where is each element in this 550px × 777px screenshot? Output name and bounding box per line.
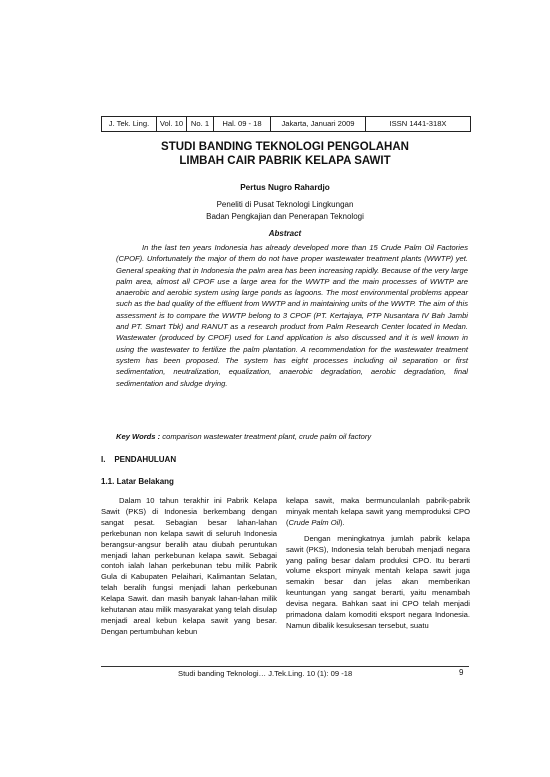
author-affiliation [100,199,470,222]
paper-title-line-1: STUDI BANDING TEKNOLOGI PENGOLAHAN [161,141,409,153]
body-paragraph: Dengan meningkatnya jumlah pabrik kelapa sawit (PKS), Indonesia telah berubah menjadi negara yang paling besar dalam produksi CPO. Itu berarti volume eksport minyak mentah kelapa sawit juga semakin besar dan jelas akan memberikan keuntungan yang sangat berarti, yaitu menambah devisa negara. Bahkan saat ini CPO telah menjadi primadona dalam komoditi eksport negara Indonesia. Namun dibalik kesuksesan tersebut, suatu [286,533,470,630]
paper-title-line-2: LIMBAH CAIR PABRIK KELAPA SAWIT [179,155,391,167]
running-footer: Studi banding Teknologi… J.Tek.Ling. 10 (1): 09 -18 [178,669,353,678]
abstract-heading: Abstract [268,229,302,238]
body-paragraph: Dalam 10 tahun terakhir ini Pabrik Kelapa Sawit (PKS) di Indonesia berkembang dengan sangat pesat. Sebagian besar lahan-lahan perkebunan non kelapa sawit di seluruh Indonesia berangsur-angsur beralih atau diubah peruntukan menjadi lahan perkebunan kelapa sawit. Sebagai contoh ialah lahan perkebunan tebu milik Pabrik Gula di Kabupaten Pelaihari, Kalimantan Selatan, telah beralih fungsi menjadi lahan perkebunan Kelapa Sawit. dan masih banyak lahan-lahan milik kehutanan atau milik masyarakat yang telah disulap menjadi areal kebun kelapa sawit yang besar. Dengan pertumbuhan kebun [101,496,277,636]
journal-name: J. Tek. Ling. [102,117,157,131]
footer-rule [101,666,469,667]
journal-issn: ISSN 1441-318X [389,119,447,128]
journal-date: Jakarta, Januari 2009 [271,117,366,131]
body-column-left [101,496,277,643]
abstract-text: In the last ten years Indonesia has already developed more than 15 Crude Palm Oil Factories (CPOF). Unfortunately the major of them do not have proper wastewater treatment plants (WWTP) yet. General speaking that in Indonesia the palm area has been increasing rapidly. Because of the very large palm area, almost all CPOF use a large area for the WWTP and the main processes of WWTP are anaerobic and aerobic system using large ponds as lagoons. The most environmental problems appear such as the bad quality of the effluent from WWTP and in maintaining units of the WWTP. The aim of this assessment is to compare the WWTP belong to 3 CPOF (PT. Kertajaya, PTP Nusantara IV Bah Jambi and PT. Smart Tbk) and RANUT as a research product from Palm Research Center located in Medan. Wastewater (produced by CPOF) used for Land application is also discussed and it is well known in using the wastewater to fertilize the palm plantation. A recommendation for the wastewater treatment system has been proposed. The system has eight processes including oil separation or first sedimentation, neutralization, equalization, anaerobic degradation, aerobic degradation, final sedimentation and sludge drying. [116,243,468,388]
affiliation-line-2: Badan Pengkajian dan Penerapan Teknologi [206,211,364,221]
section-heading: I. PENDAHULUAN [101,455,177,464]
keywords-label: Key Words : [116,432,161,441]
paragraph-text: ). [340,517,345,527]
page-number: 9 [459,668,464,677]
emphasis-text: Crude Palm Oil [288,517,341,527]
author-name: Pertus Nugro Rahardjo [240,183,330,192]
keywords-text: comparison wastewater treatment plant, crude palm oil factory [162,432,372,441]
subsection-heading: 1.1. Latar Belakang [101,477,174,486]
affiliation-line-1: Peneliti di Pusat Teknologi Lingkungan [216,200,354,209]
body-paragraph [286,496,470,529]
paragraph-text: kelapa sawit, maka bermunculanlah pabrik-pabrik minyak mentah kelapa sawit yang memproduksi CPO ( [286,496,470,527]
keywords [116,432,468,441]
body-column-right [286,496,470,637]
paper-title [100,140,470,168]
journal-volume: Vol. 10 [157,117,187,131]
journal-number: No. 1 [187,117,214,131]
journal-header-table [101,116,471,132]
journal-pages: Hal. 09 - 18 [214,117,271,131]
abstract-body [116,242,468,389]
